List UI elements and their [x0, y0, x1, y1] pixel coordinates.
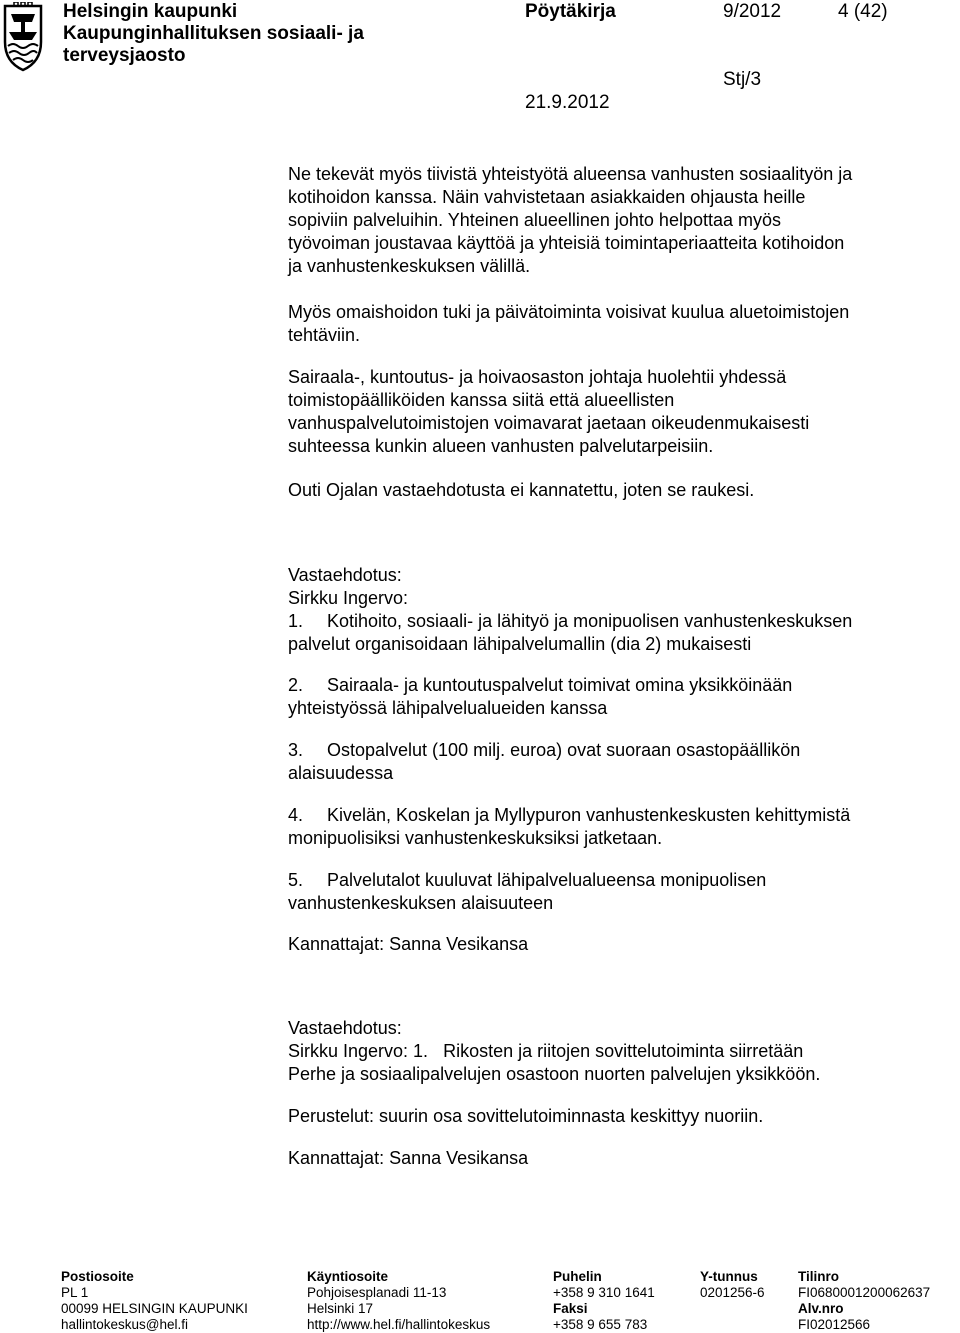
proposal-1-item-1: 1. Kotihoito, sosiaali- ja lähityö ja monipuolisen vanhustenkeskuksen palvelut organisoidaan lähipalvelumallin (dia 2) mukaisesti [288, 611, 853, 654]
footer-phone: Puhelin +358 9 310 1641 Faksi +358 9 655 783 [553, 1269, 655, 1332]
footer-postal: Postiosoite PL 1 00099 HELSINGIN KAUPUNKI hallintokeskus@hel.fi [61, 1269, 248, 1332]
doc-type: Pöytäkirja [525, 1, 616, 22]
meeting-date: 21.9.2012 [525, 92, 610, 113]
proposal-1-supporters: Kannattajat: Sanna Vesikansa [288, 934, 529, 954]
paragraph-4: Outi Ojalan vastaehdotusta ei kannatettu, joten se raukesi. [288, 480, 755, 500]
footer-visit: Käyntiosoite Pohjoisesplanadi 11-13 Helsinki 17 http://www.hel.fi/hallintokeskus [307, 1269, 491, 1332]
proposal-1-item-3: 3. Ostopalvelut (100 milj. euroa) ovat suoraan osastopäällikön alaisuudessa [288, 740, 801, 783]
footer-website-link[interactable]: http://www.hel.fi/hallintokeskus [307, 1317, 491, 1332]
paragraph-2: Myös omaishoidon tuki ja päivätoiminta voisivat kuulua aluetoimistojen tehtäviin. [288, 302, 850, 345]
org-line-1: Helsingin kaupunki [63, 1, 238, 22]
section-code: Stj/3 [723, 69, 762, 90]
proposal-2-rationale: Perustelut: suurin osa sovittelutoiminnasta keskittyy nuoriin. [288, 1106, 764, 1126]
proposal-2-supporters: Kannattajat: Sanna Vesikansa [288, 1148, 529, 1168]
proposal-2-header: Vastaehdotus: Sirkku Ingervo: 1. Rikosten ja riitojen sovittelutoiminta siirretään Perhe ja sosiaalipalvelujen osastoon nuorten palvelujen yksikköön. [288, 1018, 821, 1084]
org-line-3: terveysjaosto [63, 45, 186, 66]
paragraph-3: Sairaala-, kuntoutus- ja hoivaosaston johtaja huolehtii yhdessä toimistopäälliköiden kanssa siitä että alueellisten vanhuspalvelutoimistojen voimavarat jaetaan oikeudenmukaisesti suhteessa kunkin alueen vanhusten palvelutarpeisiin. [288, 367, 810, 456]
proposal-1-item-2: 2. Sairaala- ja kuntoutuspalvelut toimivat omina yksikköinään yhteistyössä lähipalvelualueiden kanssa [288, 675, 793, 718]
paragraph-1: Ne tekevät myös tiivistä yhteistyötä alueensa vanhusten sosiaalityön ja kotihoidon kanssa. Näin vahvistetaan asiakkaiden ohjausta heille sopiviin palveluihin. Yhteinen alueellinen johto helpottaa myös työvoiman joustavaa käyttöä ja yhteisiä toimintaperiaatteita kotihoidon ja vanhustenkeskuksen välillä. [288, 164, 853, 276]
proposal-1-item-5: 5. Palvelutalot kuuluvat lähipalvelualueensa monipuolisen vanhustenkeskuksen alaisuuteen [288, 870, 767, 913]
footer-ytunnus: Y-tunnus 0201256-6 [700, 1269, 765, 1300]
footer-account: Tilinro FI0680001200062637 Alv.nro FI02012566 [798, 1269, 931, 1332]
footer-email-link[interactable]: hallintokeskus@hel.fi [61, 1317, 189, 1332]
doc-number: 9/2012 [723, 1, 782, 22]
proposal-1-header: Vastaehdotus: Sirkku Ingervo: [288, 565, 409, 608]
proposal-1-item-4: 4. Kivelän, Koskelan ja Myllypuron vanhustenkeskusten kehittymistä monipuolisiksi vanhustenkeskuksiksi jatketaan. [288, 805, 851, 848]
page-number: 4 (42) [838, 1, 888, 22]
org-line-2: Kaupunginhallituksen sosiaali- ja [63, 23, 364, 44]
